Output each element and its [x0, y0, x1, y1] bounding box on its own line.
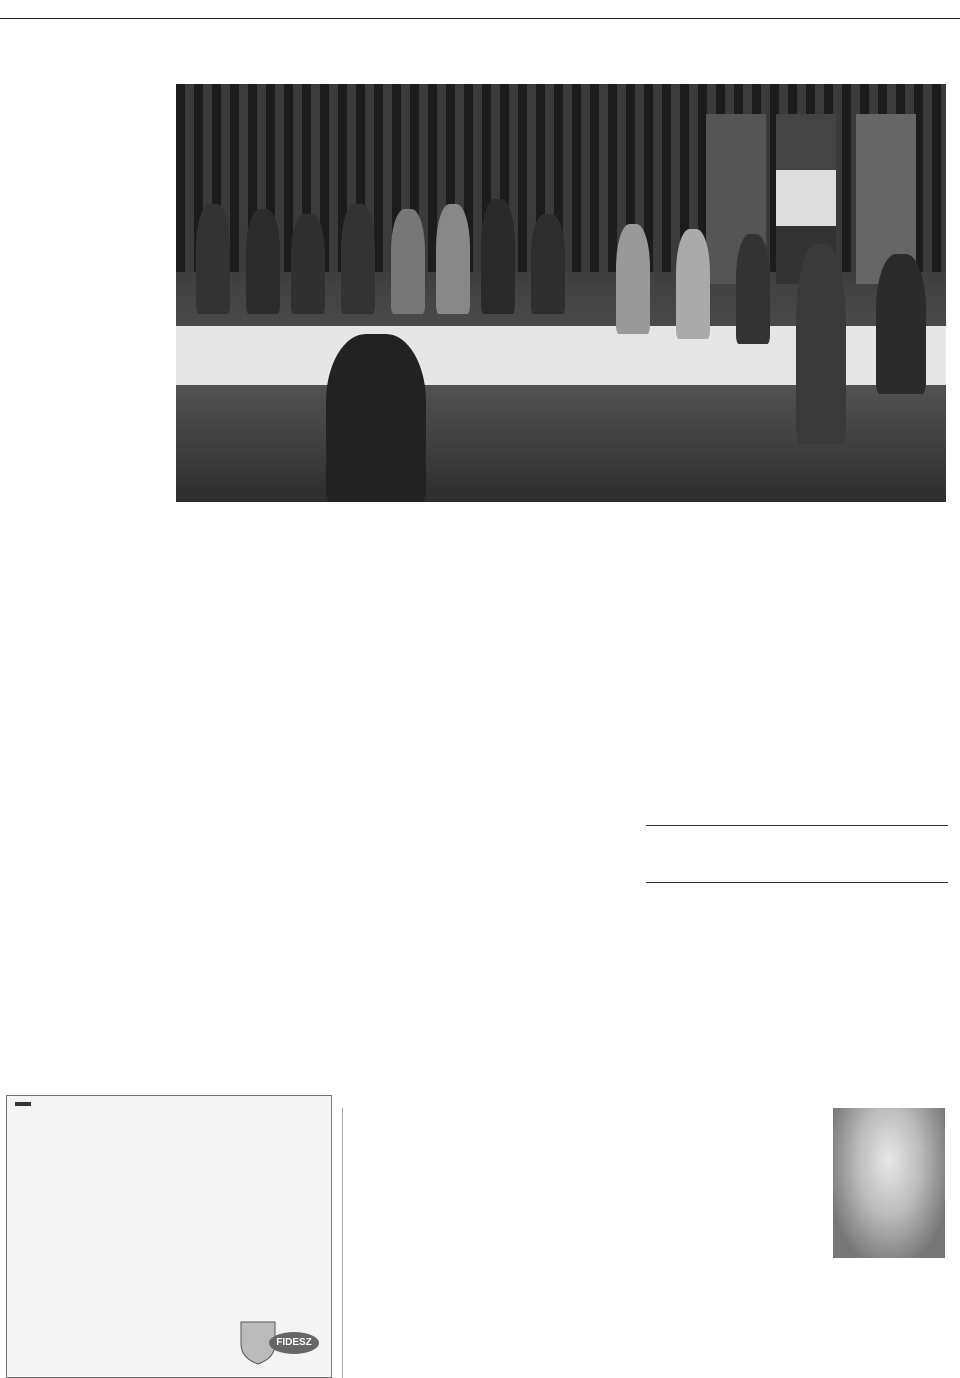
council-photo	[176, 84, 946, 502]
article-column-6	[806, 509, 950, 537]
member-figure	[531, 214, 565, 314]
party-logo-icon: FIDESZ	[269, 1332, 319, 1354]
member-figure	[616, 224, 650, 334]
thanks-banner	[15, 1102, 31, 1106]
member-figure	[736, 234, 770, 344]
member-figure	[196, 204, 230, 314]
office-hours-box	[646, 825, 948, 883]
article-column-4	[485, 509, 635, 557]
page-header	[0, 0, 960, 22]
member-figure	[436, 204, 470, 314]
member-figure	[291, 214, 325, 314]
thanks-advert	[6, 1095, 332, 1378]
speaker-figure	[326, 334, 426, 502]
article-column-1	[10, 524, 167, 572]
header-rule	[0, 18, 960, 19]
representative-portrait	[833, 1108, 945, 1258]
article-column-3	[341, 509, 494, 569]
political-advert	[342, 1108, 632, 1378]
member-figure	[391, 209, 425, 314]
article-column-5	[646, 509, 790, 533]
member-figure	[341, 204, 375, 314]
member-figure	[246, 209, 280, 314]
intro-column	[10, 210, 167, 246]
member-figure	[796, 244, 846, 444]
member-figure	[676, 229, 710, 339]
member-figure	[876, 254, 926, 394]
article-column-2	[176, 509, 329, 545]
member-figure	[481, 199, 515, 314]
